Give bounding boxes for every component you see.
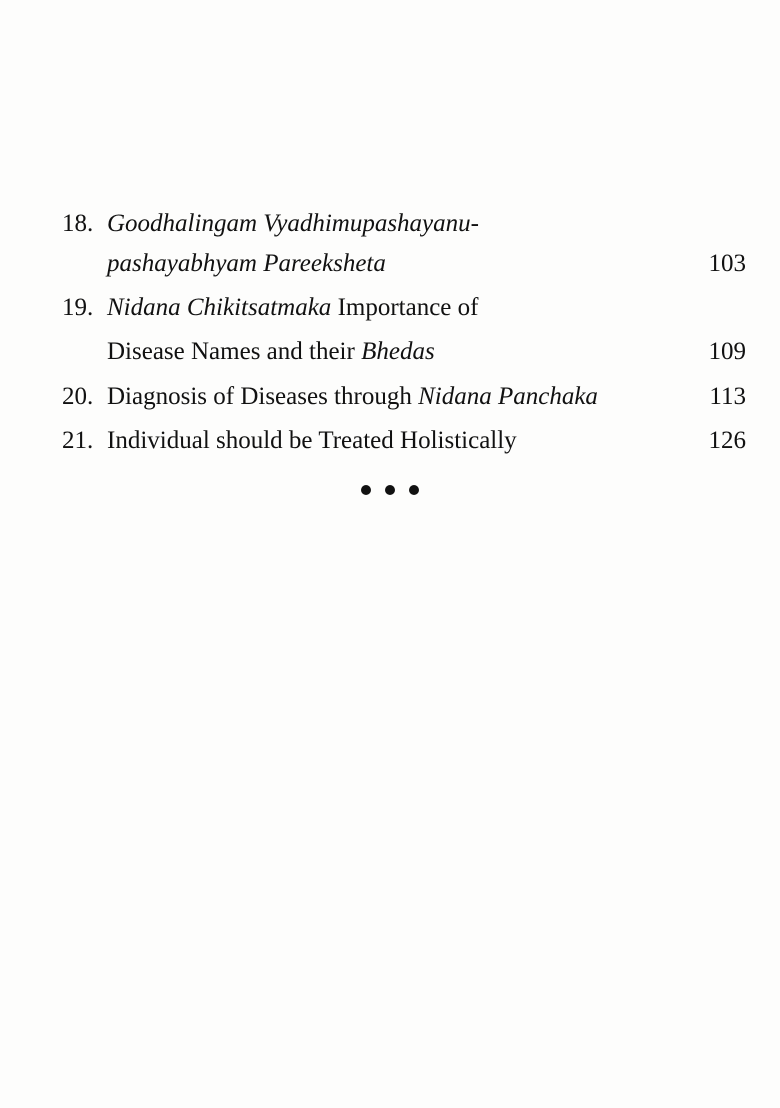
entry-title-italic: Bhedas xyxy=(361,338,435,365)
entry-page-number: 126 xyxy=(708,427,746,454)
entry-title-italic: pashayabhyam Pareeksheta xyxy=(107,250,386,277)
entry-title xyxy=(107,288,478,328)
entry-number: 20. xyxy=(62,383,94,410)
entry-number: 21. xyxy=(62,427,94,454)
ornament-dot xyxy=(361,485,371,495)
entry-title xyxy=(107,377,598,417)
entry-number: 19. xyxy=(62,294,94,321)
toc-entry-line xyxy=(0,332,780,372)
toc-entry-line xyxy=(0,421,780,461)
entry-page-number: 109 xyxy=(708,338,746,365)
entry-title-continued xyxy=(107,244,386,284)
entry-title-italic: Goodhalingam Vyadhimupashayanu- xyxy=(107,210,479,237)
section-end-ornament xyxy=(0,480,780,500)
toc-entry-line xyxy=(0,204,780,244)
entry-title xyxy=(107,204,479,244)
entry-title-roman: Individual should be Treated Holistically xyxy=(107,427,517,454)
entry-page-number: 103 xyxy=(708,250,746,277)
ornament-dot xyxy=(385,485,395,495)
entry-title-roman: Diagnosis of Diseases through xyxy=(107,383,419,410)
entry-page-number: 113 xyxy=(709,383,746,410)
entry-title-continued xyxy=(107,332,435,372)
entry-title-roman: Importance of xyxy=(331,294,479,321)
entry-title-roman: Disease Names and their xyxy=(107,338,362,365)
ornament-dot xyxy=(409,485,419,495)
toc-entry-line xyxy=(0,244,780,284)
toc-entry-line xyxy=(0,377,780,417)
entry-title-italic: Nidana Panchaka xyxy=(418,383,598,410)
entry-number: 18. xyxy=(62,210,94,237)
entry-title xyxy=(107,421,517,461)
entry-title-italic: Nidana Chikitsatmaka xyxy=(107,294,332,321)
toc-entry-line xyxy=(0,288,780,328)
